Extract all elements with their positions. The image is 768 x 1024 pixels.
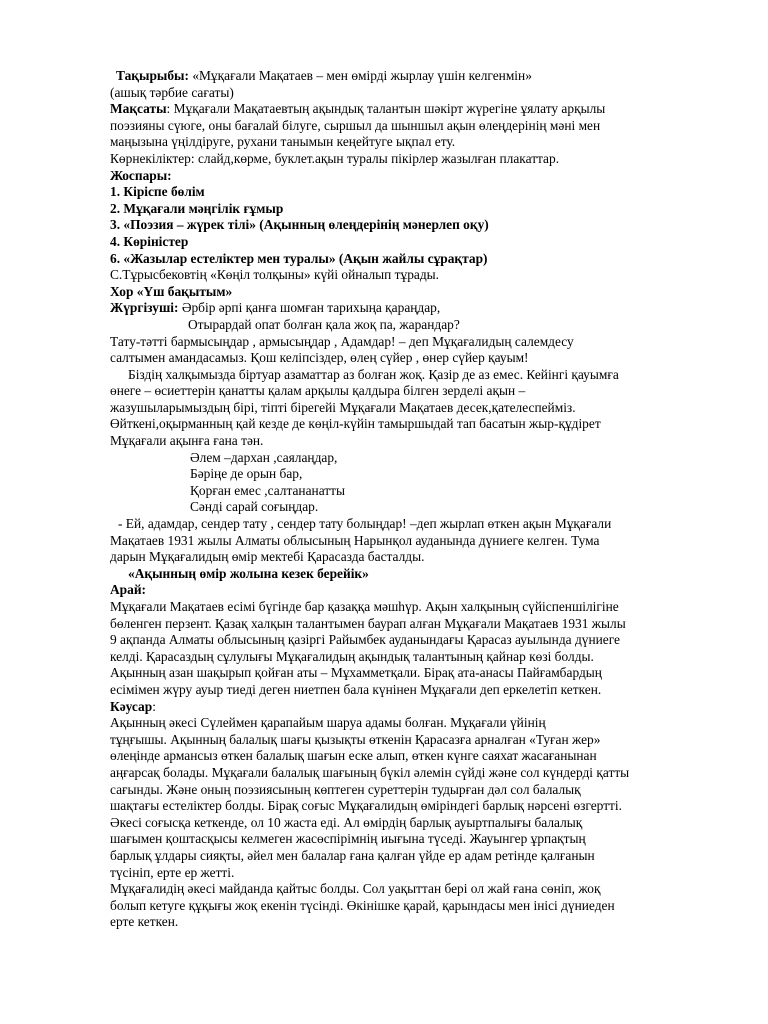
- kausar-line: Ақынның әкесі Сүлеймен қарапайым шаруа адамы болған. Мұқағали үйінің: [110, 715, 546, 731]
- plan-item: 1. Кіріспе бөлім: [110, 184, 205, 200]
- topic-text: «Мұқағали Мақатаев – мен өмірді жырлау үшін келгенмін»: [188, 68, 532, 83]
- kausar-line: тұңғышы. Ақынның балалық шағы қызықты өткенін Қарасазға арналған «Туған жер»: [110, 731, 601, 747]
- bullet-para-line: Мақатаев 1931 жылы Алматы облысының Нарынқол ауданында дүниеге келген. Тума: [110, 532, 600, 548]
- arai-label: Арай:: [110, 582, 146, 598]
- kausar-heading: [110, 699, 710, 716]
- goal-line-2: поэзияны сүюге, оны бағалай білуге, сыршыл да шыншыл ақын өлеңдерінің мәні мен: [110, 117, 601, 133]
- host-para-line: Мұқағали ақынға ғана тән.: [110, 433, 264, 449]
- arai-line: келді. Қарасаздың сұлулығы Мұқағалидың ақындық талантының қайнар көзі болды.: [110, 648, 594, 664]
- music-note: С.Тұрысбековтің «Көңіл толқыны» күйі ойналып тұрады.: [110, 267, 440, 283]
- host-para-line: өнеге – өсиеттерін қанатты қалам арқылы қалдыра білген зерделі ақын –: [110, 383, 526, 399]
- host-first: Әрбір әрпі қанға шомған тарихыңа қараңдар,: [178, 300, 441, 316]
- poem-line: Бәріңе де орын бар,: [190, 466, 303, 482]
- arai-line: есімімен жүру ауыр тиеді деген ниетпен бала күнінен Мұқағали деп еркелетіп кеткен.: [110, 681, 602, 697]
- poem-line: Сәнді сарай соғыңдар.: [190, 499, 319, 515]
- kausar-line: аңғарсақ болады. Мұқағали балалық шағының бүкіл әлемін сүйді және сол күндерді қатты: [110, 764, 630, 780]
- goal-label: Мақсаты: [110, 101, 167, 117]
- plan-item: 3. «Поэзия – жүрек тілі» (Ақынның өлеңдерінің мәнерлеп оқу): [110, 217, 489, 233]
- plan-item: 2. Мұқағали мәңгілік ғұмыр: [110, 200, 284, 216]
- kausar-line: шағымен қоштасқысы келмеген жасөспірімнің иығына түседі. Жауынгер ұрпақтың: [110, 831, 586, 847]
- kausar-line: түсініп, ерте ер жетті.: [110, 864, 235, 880]
- host-line-1: [110, 300, 710, 317]
- topic-label: Тақырыбы:: [116, 68, 189, 83]
- kausar-line: барлық ұлдары сияқты, әйел мен балалар ғана қалған үйде ер адам ретінде қалғанын: [110, 847, 595, 863]
- kausar-line: өлеңінде армансыз өткен балалық шағын еске алып, өткен күнге саяхат жасағанынан: [110, 748, 597, 764]
- arai-line: Мұқағали Мақатаев есімі бүгінде бар қазаққа мәшһүр. Ақын халқының сүйіспеншілігіне: [110, 599, 619, 614]
- greet-line-1: Тату-тәтті бармысыңдар , армысыңдар , Адамдар! – деп Мұқағалидың салемдесу: [110, 333, 574, 349]
- kausar-line: Мұқағалидің әкесі майданда қайтыс болды. Сол уақыттан бері ол жай ғана сөніп, жоқ: [110, 881, 601, 897]
- goal-line-1: [110, 101, 710, 118]
- visuals-line: Көрнекіліктер: слайд,көрме, буклет.ақын туралы пікірлер жазылған плакаттар.: [110, 150, 560, 166]
- plan-title: Жоспары:: [110, 167, 172, 183]
- arai-line: 9 ақпанда Алматы облысының қазіргі Райымбек ауданындағы Қарасаз ауылында дүниеге: [110, 632, 620, 648]
- goal-line-3: маңызына үңілдіруге, рухани танымын кеңейтуге ықпал ету.: [110, 134, 456, 150]
- host-line-2: Отырардай опат болған қала жоқ па, жарандар?: [188, 316, 460, 332]
- poem-line: Әлем –дархан ,саялаңдар,: [190, 449, 338, 465]
- topic-line: [110, 68, 710, 85]
- choir-line: Хор «Үш бақытым»: [110, 283, 233, 299]
- kausar-line: ерте кеткен.: [110, 914, 179, 930]
- host-para-line: жазушыларымыздың бірі, тіпті бірегейі Мұқағали Мақатаев десек,қателеспейміз.: [110, 399, 576, 415]
- kausar-label: Кәусар: [110, 698, 153, 714]
- subtitle: (ашық тәрбие сағаты): [110, 84, 234, 100]
- kausar-line: сағынды. Және оның поэзиясының көптеген суреттерін тудырған дәл сол балалық: [110, 781, 581, 797]
- document-page: [110, 68, 710, 931]
- kausar-line: Әкесі соғысқа кеткенде, ол 10 жаста еді. Ал өмірдің барлық ауыртпалығы балалық: [110, 814, 583, 830]
- host-para-line: Біздің халқымызда біртуар азаматтар аз болған жоқ. Қазір де аз емес. Кейінгі қауымға: [128, 366, 619, 382]
- plan-item: 4. Көріністер: [110, 233, 189, 249]
- poem-line: Қорған емес ,салтананатты: [190, 482, 345, 498]
- host-para-line: Өйткені,оқырманның қай кезде де көңіл-күйін тамыршыдай тап басатын жыр-құдірет: [110, 416, 601, 432]
- kausar-colon: :: [152, 698, 156, 714]
- plan-item: 6. «Жазылар естеліктер мен туралы» (Ақын жайлы сұрақтар): [110, 250, 488, 266]
- bullet-para-line: дарын Мұқағалидың өмір мектебі Қарасазда басталды.: [110, 549, 425, 565]
- goal-text: : Мұқағали Мақатаевтың ақындық талантын шәкірт жүрегіне ұялату арқылы: [166, 101, 606, 117]
- host-label: Жүргізуші:: [110, 300, 179, 316]
- arai-line: бөленген перзент. Қазақ халқын талантымен баурап алған Мұқағали Мақатаев 1931 жылы: [110, 615, 626, 631]
- kausar-line: болып кетуге құқығы жоқ екенін түсінді. Өкінішке қарай, қарындасы мен інісі дүниеден: [110, 897, 615, 913]
- section-heading: «Ақынның өмір жолына кезек берейік»: [128, 565, 369, 581]
- kausar-line: шақтағы естеліктер болды. Бірақ соғыс Мұқағалидың өміріндегі барлық нәрсені өзгертті.: [110, 798, 622, 814]
- bullet-para-line: - Ей, адамдар, сендер тату , сендер тату болыңдар! –деп жырлап өткен ақын Мұқағали: [118, 516, 612, 532]
- greet-line-2: салтымен амандасамыз. Қош келіпсіздер, өлең сүйер , өнер сүйер қауым!: [110, 350, 529, 366]
- arai-line: Ақынның азан шақырып қойған аты – Мұхамметқали. Бірақ ата-анасы Пайғамбардың: [110, 665, 602, 681]
